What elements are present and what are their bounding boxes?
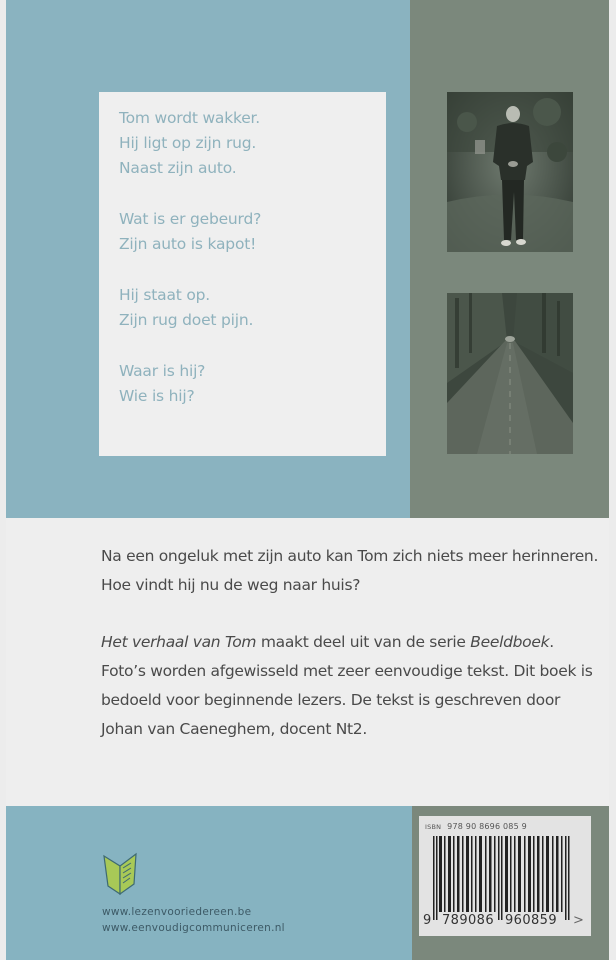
book-back-cover [6,0,609,960]
poem-line: Zijn rug doet pijn. [119,311,254,329]
poem-line: Hij ligt op zijn rug. [119,134,257,152]
website-link[interactable]: www.eenvoudigcommuniceren.nl [102,922,285,934]
poem-line: Wie is hij? [119,387,195,405]
poem-stanza [119,106,386,181]
poem-line: Wat is er gebeurd? [119,210,262,228]
series-paragraph [101,628,601,744]
photo-man-in-forest [447,92,573,252]
poem-line: Hij staat op. [119,286,210,304]
poem-stanza [119,207,386,257]
series-description: . Foto’s worden afgewisseld met zeer eenvoudige tekst. Dit boek is bedoeld voor beginnende lezers. De tekst is geschreven door Johan van Caeneghem, docent Nt2. [101,633,593,738]
photo-forest-road [447,293,573,454]
poem-text-box [99,92,386,456]
isbn-text [425,822,527,831]
open-book-logo-icon [102,852,142,896]
poem-line: Waar is hij? [119,362,206,380]
series-text: maakt deel uit van de serie [256,633,471,651]
isbn-label: ISBN [425,823,442,831]
website-link[interactable]: www.lezenvooriedereen.be [102,906,252,918]
quiet-zone-mark: > [573,913,585,928]
poem-stanza [119,359,386,409]
bottom-blue-panel [6,806,412,960]
barcode-bars [433,836,573,920]
poem-line: Naast zijn auto. [119,159,237,177]
poem-line: Tom wordt wakker. [119,109,261,127]
poem-line: Zijn auto is kapot! [119,235,257,253]
book-title: Het verhaal van Tom [101,633,257,651]
summary-section [6,518,609,806]
summary-paragraph: Na een ongeluk met zijn auto kan Tom zich niets meer herinneren. Hoe vindt hij nu de weg naar huis? [101,547,599,594]
poem-stanza [119,283,386,333]
top-blue-panel [6,0,410,518]
barcode-digit-first: 9 [423,913,432,928]
isbn-value: 978 90 8696 085 9 [447,822,527,831]
barcode-digits-left: 789086 [442,913,495,928]
barcode-digits-right: 960859 [505,913,558,928]
series-name: Beeldboek [470,633,550,651]
isbn-barcode [419,816,591,936]
